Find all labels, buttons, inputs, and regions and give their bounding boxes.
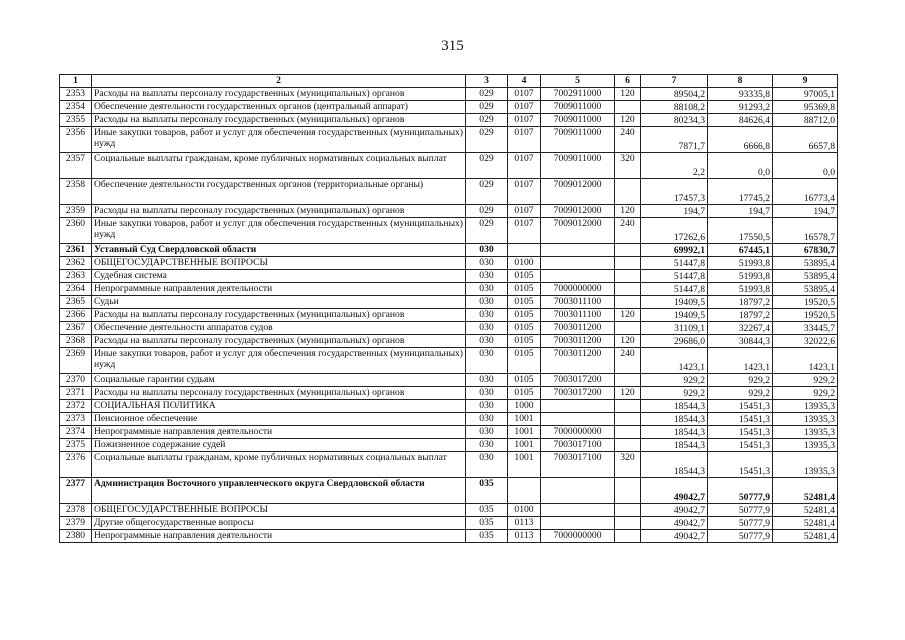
ministry-code: 030 — [466, 270, 508, 283]
table-row — [60, 426, 838, 439]
target-article-code: 7003011200 — [541, 348, 615, 374]
table-row — [60, 127, 838, 153]
amount-year-1: 7871,7 — [641, 127, 708, 153]
amount-year-3: 13935,3 — [773, 439, 838, 452]
table-row — [60, 530, 838, 543]
section-code: 0105 — [508, 335, 541, 348]
amount-year-1: 17262,6 — [641, 218, 708, 244]
amount-year-3: 88712,0 — [773, 114, 838, 127]
expense-name: Расходы на выплаты персоналу государственных (муниципальных) органов — [92, 387, 466, 400]
ministry-code: 029 — [466, 179, 508, 205]
target-article-code: 7000000000 — [541, 283, 615, 296]
section-code: 0107 — [508, 114, 541, 127]
expense-type-code: 120 — [615, 88, 641, 101]
table-row — [60, 478, 838, 504]
column-header: 2 — [92, 75, 466, 88]
expense-type-code: 240 — [615, 218, 641, 244]
amount-year-1: 49042,7 — [641, 530, 708, 543]
table-row — [60, 309, 838, 322]
row-number: 2377 — [60, 478, 92, 504]
ministry-code: 029 — [466, 218, 508, 244]
expense-name: Судебная система — [92, 270, 466, 283]
amount-year-3: 194,7 — [773, 205, 838, 218]
ministry-code: 030 — [466, 257, 508, 270]
target-article-code — [541, 400, 615, 413]
target-article-code: 7003011200 — [541, 322, 615, 335]
expense-type-code: 320 — [615, 153, 641, 179]
amount-year-3: 16578,7 — [773, 218, 838, 244]
ministry-code: 029 — [466, 101, 508, 114]
amount-year-2: 50777,9 — [708, 517, 773, 530]
row-number: 2359 — [60, 205, 92, 218]
expense-type-code — [615, 517, 641, 530]
row-number: 2366 — [60, 309, 92, 322]
row-number: 2380 — [60, 530, 92, 543]
expense-type-code — [615, 478, 641, 504]
expense-name: СОЦИАЛЬНАЯ ПОЛИТИКА — [92, 400, 466, 413]
amount-year-2: 50777,9 — [708, 504, 773, 517]
amount-year-3: 929,2 — [773, 387, 838, 400]
row-number: 2356 — [60, 127, 92, 153]
section-code: 1001 — [508, 426, 541, 439]
row-number: 2363 — [60, 270, 92, 283]
expense-name: Непрограммные направления деятельности — [92, 530, 466, 543]
amount-year-2: 67445,1 — [708, 244, 773, 257]
row-number: 2353 — [60, 88, 92, 101]
amount-year-3: 67830,7 — [773, 244, 838, 257]
expense-type-code — [615, 322, 641, 335]
column-header: 8 — [708, 75, 773, 88]
table-row — [60, 244, 838, 257]
ministry-code: 030 — [466, 439, 508, 452]
target-article-code: 7009012000 — [541, 218, 615, 244]
section-code: 0107 — [508, 153, 541, 179]
expense-type-code — [615, 374, 641, 387]
target-article-code: 7003017100 — [541, 452, 615, 478]
target-article-code — [541, 270, 615, 283]
ministry-code: 029 — [466, 88, 508, 101]
amount-year-3: 13935,3 — [773, 413, 838, 426]
amount-year-2: 194,7 — [708, 205, 773, 218]
expense-name: Расходы на выплаты персоналу государственных (муниципальных) органов — [92, 114, 466, 127]
ministry-code: 030 — [466, 387, 508, 400]
expense-type-code — [615, 283, 641, 296]
row-number: 2372 — [60, 400, 92, 413]
section-code: 1001 — [508, 439, 541, 452]
expense-type-code — [615, 270, 641, 283]
row-number: 2364 — [60, 283, 92, 296]
table-row — [60, 88, 838, 101]
column-header: 7 — [641, 75, 708, 88]
table-row — [60, 439, 838, 452]
section-code: 0107 — [508, 88, 541, 101]
expense-type-code — [615, 439, 641, 452]
table-row — [60, 296, 838, 309]
section-code: 0105 — [508, 270, 541, 283]
amount-year-1: 1423,1 — [641, 348, 708, 374]
amount-year-2: 50777,9 — [708, 530, 773, 543]
amount-year-3: 52481,4 — [773, 530, 838, 543]
section-code: 0113 — [508, 530, 541, 543]
expense-name: Администрация Восточного управленческого округа Свердловской области — [92, 478, 466, 504]
amount-year-3: 929,2 — [773, 374, 838, 387]
expense-name: Непрограммные направления деятельности — [92, 283, 466, 296]
table-body — [60, 88, 838, 543]
target-article-code: 7000000000 — [541, 426, 615, 439]
row-number: 2376 — [60, 452, 92, 478]
target-article-code: 7003011100 — [541, 309, 615, 322]
section-code: 0105 — [508, 374, 541, 387]
target-article-code: 7009011000 — [541, 101, 615, 114]
target-article-code: 7003017100 — [541, 439, 615, 452]
expense-type-code — [615, 257, 641, 270]
expense-name: Другие общегосударственные вопросы — [92, 517, 466, 530]
row-number: 2378 — [60, 504, 92, 517]
target-article-code — [541, 257, 615, 270]
amount-year-2: 15451,3 — [708, 400, 773, 413]
expense-type-code: 240 — [615, 348, 641, 374]
table-row — [60, 114, 838, 127]
amount-year-3: 19520,5 — [773, 309, 838, 322]
expense-type-code: 320 — [615, 452, 641, 478]
amount-year-3: 16773,4 — [773, 179, 838, 205]
expense-name: Расходы на выплаты персоналу государственных (муниципальных) органов — [92, 309, 466, 322]
target-article-code: 7009012000 — [541, 179, 615, 205]
amount-year-2: 18797,2 — [708, 296, 773, 309]
table-row — [60, 387, 838, 400]
row-number: 2360 — [60, 218, 92, 244]
amount-year-3: 13935,3 — [773, 452, 838, 478]
expense-name: Иные закупки товаров, работ и услуг для обеспечения государственных (муниципальных) нужд — [92, 348, 466, 374]
expense-name: ОБЩЕГОСУДАРСТВЕННЫЕ ВОПРОСЫ — [92, 257, 466, 270]
amount-year-1: 51447,8 — [641, 270, 708, 283]
target-article-code: 7003017200 — [541, 374, 615, 387]
expense-type-code — [615, 400, 641, 413]
amount-year-3: 53895,4 — [773, 270, 838, 283]
amount-year-3: 13935,3 — [773, 400, 838, 413]
section-code: 0113 — [508, 517, 541, 530]
table-row — [60, 218, 838, 244]
table-row — [60, 257, 838, 270]
expense-type-code — [615, 413, 641, 426]
amount-year-1: 51447,8 — [641, 283, 708, 296]
section-code: 0107 — [508, 127, 541, 153]
page-number: 315 — [441, 38, 464, 54]
expense-name: Обеспечение деятельности государственных органов (территориальные органы) — [92, 179, 466, 205]
expense-type-code: 120 — [615, 387, 641, 400]
amount-year-2: 17745,2 — [708, 179, 773, 205]
section-code: 0107 — [508, 101, 541, 114]
expense-type-code: 120 — [615, 205, 641, 218]
expense-type-code — [615, 504, 641, 517]
target-article-code: 7000000000 — [541, 530, 615, 543]
amount-year-1: 18544,3 — [641, 426, 708, 439]
target-article-code: 7009011000 — [541, 127, 615, 153]
ministry-code: 030 — [466, 283, 508, 296]
expense-type-code — [615, 179, 641, 205]
amount-year-3: 6657,8 — [773, 127, 838, 153]
table-header-row — [60, 75, 838, 88]
section-code: 0105 — [508, 296, 541, 309]
amount-year-2: 51993,8 — [708, 270, 773, 283]
amount-year-3: 52481,4 — [773, 504, 838, 517]
ministry-code: 030 — [466, 400, 508, 413]
row-number: 2365 — [60, 296, 92, 309]
amount-year-2: 18797,2 — [708, 309, 773, 322]
table-row — [60, 452, 838, 478]
expense-type-code — [615, 296, 641, 309]
ministry-code: 030 — [466, 244, 508, 257]
amount-year-3: 53895,4 — [773, 257, 838, 270]
expense-type-code — [615, 244, 641, 257]
amount-year-1: 49042,7 — [641, 478, 708, 504]
amount-year-2: 1423,1 — [708, 348, 773, 374]
expense-name: Судьи — [92, 296, 466, 309]
expense-name: Уставный Суд Свердловской области — [92, 244, 466, 257]
expense-type-code — [615, 426, 641, 439]
amount-year-1: 49042,7 — [641, 517, 708, 530]
table-row — [60, 205, 838, 218]
section-code: 0100 — [508, 504, 541, 517]
amount-year-3: 97005,1 — [773, 88, 838, 101]
column-header: 4 — [508, 75, 541, 88]
table-row — [60, 413, 838, 426]
expense-name: Расходы на выплаты персоналу государственных (муниципальных) органов — [92, 205, 466, 218]
amount-year-2: 50777,9 — [708, 478, 773, 504]
target-article-code — [541, 413, 615, 426]
expense-name: Расходы на выплаты персоналу государственных (муниципальных) органов — [92, 88, 466, 101]
row-number: 2354 — [60, 101, 92, 114]
expense-name: Пожизненное содержание судей — [92, 439, 466, 452]
row-number: 2370 — [60, 374, 92, 387]
amount-year-2: 84626,4 — [708, 114, 773, 127]
row-number: 2355 — [60, 114, 92, 127]
amount-year-3: 95369,8 — [773, 101, 838, 114]
amount-year-1: 69992,1 — [641, 244, 708, 257]
table-row — [60, 283, 838, 296]
section-code: 0100 — [508, 257, 541, 270]
ministry-code: 030 — [466, 322, 508, 335]
ministry-code: 029 — [466, 153, 508, 179]
ministry-code: 030 — [466, 426, 508, 439]
amount-year-2: 929,2 — [708, 387, 773, 400]
amount-year-2: 17550,5 — [708, 218, 773, 244]
row-number: 2368 — [60, 335, 92, 348]
amount-year-1: 49042,7 — [641, 504, 708, 517]
section-code — [508, 478, 541, 504]
row-number: 2362 — [60, 257, 92, 270]
ministry-code: 030 — [466, 348, 508, 374]
table-row — [60, 270, 838, 283]
expense-type-code — [615, 101, 641, 114]
amount-year-1: 194,7 — [641, 205, 708, 218]
ministry-code: 029 — [466, 114, 508, 127]
section-code: 1000 — [508, 400, 541, 413]
row-number: 2371 — [60, 387, 92, 400]
section-code: 0105 — [508, 348, 541, 374]
amount-year-1: 29686,0 — [641, 335, 708, 348]
section-code: 0105 — [508, 283, 541, 296]
ministry-code: 029 — [466, 127, 508, 153]
amount-year-2: 51993,8 — [708, 283, 773, 296]
amount-year-2: 15451,3 — [708, 452, 773, 478]
expense-name: Социальные выплаты гражданам, кроме публичных нормативных социальных выплат — [92, 452, 466, 478]
row-number: 2358 — [60, 179, 92, 205]
expense-type-code: 240 — [615, 127, 641, 153]
table-row — [60, 517, 838, 530]
table-row — [60, 374, 838, 387]
amount-year-1: 17457,3 — [641, 179, 708, 205]
column-header: 5 — [541, 75, 615, 88]
row-number: 2379 — [60, 517, 92, 530]
amount-year-3: 32022,6 — [773, 335, 838, 348]
expense-type-code: 120 — [615, 309, 641, 322]
section-code — [508, 244, 541, 257]
section-code: 1001 — [508, 452, 541, 478]
section-code: 0105 — [508, 322, 541, 335]
amount-year-1: 18544,3 — [641, 452, 708, 478]
target-article-code — [541, 478, 615, 504]
section-code: 0107 — [508, 179, 541, 205]
ministry-code: 030 — [466, 452, 508, 478]
amount-year-2: 30844,3 — [708, 335, 773, 348]
ministry-code: 030 — [466, 374, 508, 387]
table-row — [60, 348, 838, 374]
expense-name: Обеспечение деятельности аппаратов судов — [92, 322, 466, 335]
section-code: 0107 — [508, 218, 541, 244]
table-row — [60, 101, 838, 114]
amount-year-3: 33445,7 — [773, 322, 838, 335]
amount-year-1: 19409,5 — [641, 296, 708, 309]
amount-year-1: 18544,3 — [641, 439, 708, 452]
ministry-code: 030 — [466, 335, 508, 348]
row-number: 2367 — [60, 322, 92, 335]
column-header: 9 — [773, 75, 838, 88]
ministry-code: 035 — [466, 517, 508, 530]
amount-year-1: 18544,3 — [641, 413, 708, 426]
amount-year-3: 13935,3 — [773, 426, 838, 439]
amount-year-2: 91293,2 — [708, 101, 773, 114]
row-number: 2357 — [60, 153, 92, 179]
amount-year-1: 88108,2 — [641, 101, 708, 114]
row-number: 2373 — [60, 413, 92, 426]
target-article-code: 7003017200 — [541, 387, 615, 400]
target-article-code: 7002911000 — [541, 88, 615, 101]
expense-name: Пенсионное обеспечение — [92, 413, 466, 426]
amount-year-1: 80234,3 — [641, 114, 708, 127]
amount-year-2: 15451,3 — [708, 413, 773, 426]
expense-type-code: 120 — [615, 114, 641, 127]
amount-year-2: 15451,3 — [708, 426, 773, 439]
amount-year-2: 15451,3 — [708, 439, 773, 452]
amount-year-3: 0,0 — [773, 153, 838, 179]
section-code: 0105 — [508, 309, 541, 322]
ministry-code: 035 — [466, 504, 508, 517]
section-code: 0105 — [508, 387, 541, 400]
amount-year-3: 52481,4 — [773, 478, 838, 504]
target-article-code — [541, 504, 615, 517]
expense-name: Расходы на выплаты персоналу государственных (муниципальных) органов — [92, 335, 466, 348]
expense-type-code: 120 — [615, 335, 641, 348]
expense-name: Социальные выплаты гражданам, кроме публичных нормативных социальных выплат — [92, 153, 466, 179]
amount-year-3: 19520,5 — [773, 296, 838, 309]
expense-name: ОБЩЕГОСУДАРСТВЕННЫЕ ВОПРОСЫ — [92, 504, 466, 517]
target-article-code: 7009011000 — [541, 153, 615, 179]
ministry-code: 030 — [466, 309, 508, 322]
expense-name: Иные закупки товаров, работ и услуг для обеспечения государственных (муниципальных) нужд — [92, 127, 466, 153]
amount-year-1: 18544,3 — [641, 400, 708, 413]
amount-year-2: 0,0 — [708, 153, 773, 179]
amount-year-3: 1423,1 — [773, 348, 838, 374]
amount-year-1: 929,2 — [641, 374, 708, 387]
target-article-code: 7009011000 — [541, 114, 615, 127]
target-article-code: 7003011200 — [541, 335, 615, 348]
table-row — [60, 400, 838, 413]
amount-year-1: 2,2 — [641, 153, 708, 179]
section-code: 0107 — [508, 205, 541, 218]
budget-table — [59, 74, 838, 543]
table-row — [60, 153, 838, 179]
column-header: 6 — [615, 75, 641, 88]
table-row — [60, 335, 838, 348]
ministry-code: 030 — [466, 296, 508, 309]
expense-name: Социальные гарантии судьям — [92, 374, 466, 387]
expense-type-code — [615, 530, 641, 543]
ministry-code: 029 — [466, 205, 508, 218]
amount-year-3: 52481,4 — [773, 517, 838, 530]
table-row — [60, 322, 838, 335]
amount-year-3: 53895,4 — [773, 283, 838, 296]
row-number: 2361 — [60, 244, 92, 257]
section-code: 1001 — [508, 413, 541, 426]
table-row — [60, 504, 838, 517]
amount-year-2: 32267,4 — [708, 322, 773, 335]
amount-year-1: 51447,8 — [641, 257, 708, 270]
amount-year-1: 19409,5 — [641, 309, 708, 322]
expense-name: Обеспечение деятельности государственных органов (центральный аппарат) — [92, 101, 466, 114]
ministry-code: 035 — [466, 478, 508, 504]
amount-year-1: 929,2 — [641, 387, 708, 400]
amount-year-2: 929,2 — [708, 374, 773, 387]
amount-year-2: 93335,8 — [708, 88, 773, 101]
row-number: 2374 — [60, 426, 92, 439]
ministry-code: 035 — [466, 530, 508, 543]
row-number: 2375 — [60, 439, 92, 452]
target-article-code: 7003011100 — [541, 296, 615, 309]
amount-year-1: 31109,1 — [641, 322, 708, 335]
table-row — [60, 179, 838, 205]
target-article-code — [541, 517, 615, 530]
expense-name: Непрограммные направления деятельности — [92, 426, 466, 439]
column-header: 1 — [60, 75, 92, 88]
row-number: 2369 — [60, 348, 92, 374]
amount-year-1: 89504,2 — [641, 88, 708, 101]
ministry-code: 030 — [466, 413, 508, 426]
target-article-code: 7009012000 — [541, 205, 615, 218]
amount-year-2: 6666,8 — [708, 127, 773, 153]
amount-year-2: 51993,8 — [708, 257, 773, 270]
expense-name: Иные закупки товаров, работ и услуг для обеспечения государственных (муниципальных) нужд — [92, 218, 466, 244]
target-article-code — [541, 244, 615, 257]
column-header: 3 — [466, 75, 508, 88]
